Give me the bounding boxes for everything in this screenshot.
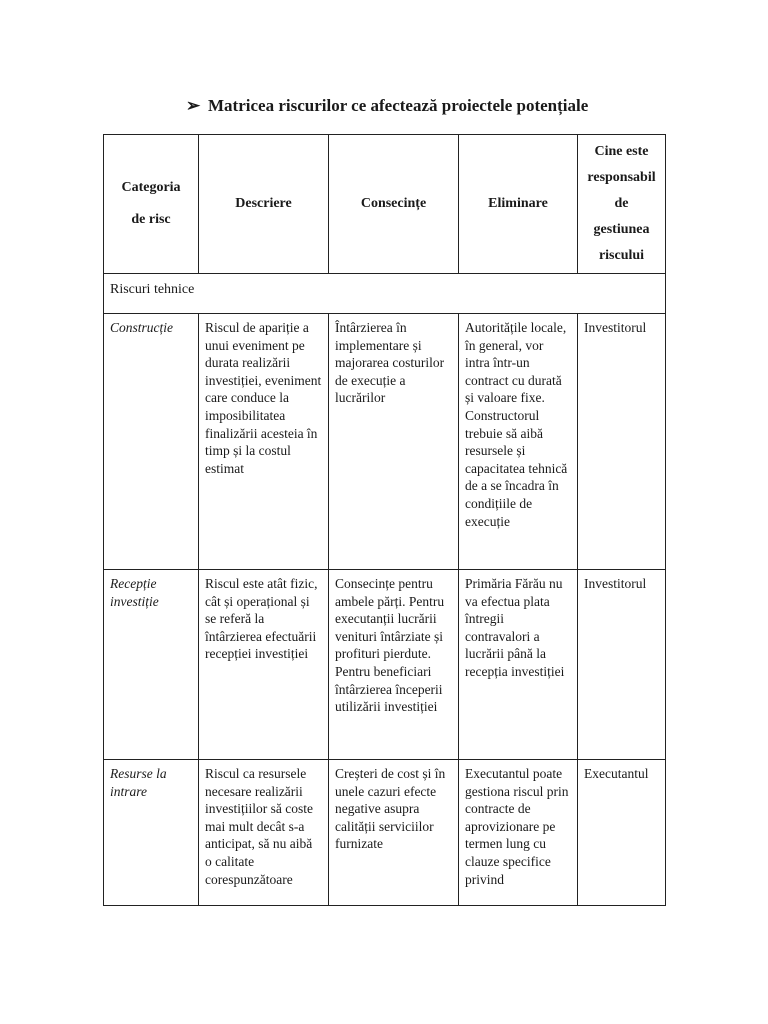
risk-matrix-table: [103, 134, 666, 906]
header-eliminare: Eliminare: [459, 135, 578, 274]
arrow-bullet-icon: ➢: [186, 96, 201, 115]
cell-descriere: Riscul ca resursele necesare realizării investițiilor să coste mai mult decât s-a anticipat, să nu aibă o calitate corespunzătoare: [199, 760, 329, 906]
section-label: Riscuri tehnice: [104, 274, 666, 314]
cell-consecinte: Creșteri de cost și în unele cazuri efecte negative asupra calității serviciilor furnizate: [329, 760, 459, 906]
cell-consecinte: Întârzierea în implementare și majorarea costurilor de execuție a lucrărilor: [329, 314, 459, 570]
title-text: Matricea riscurilor ce afectează proiectele potențiale: [208, 96, 589, 115]
cell-eliminare: Executantul poate gestiona riscul prin contracte de aprovizionare pe termen lung cu clauze specifice privind: [459, 760, 578, 906]
header-row: [104, 135, 666, 274]
cell-descriere: Riscul de apariție a unui eveniment pe durata realizării investiției, eveniment care conduce la imposibilitatea finalizării acesteia în timp și la costul estimat: [199, 314, 329, 570]
cell-categoria: Resurse la intrare: [104, 760, 199, 906]
header-descriere: Descriere: [199, 135, 329, 274]
header-responsabil: Cine este responsabil de gestiunea riscului: [578, 135, 666, 274]
header-categoria: Categoria de risc: [104, 135, 199, 274]
page-title: [186, 96, 588, 116]
header-consecinte: Consecințe: [329, 135, 459, 274]
table-row: [104, 760, 666, 906]
table-row: [104, 314, 666, 570]
cell-categoria: Construcție: [104, 314, 199, 570]
section-row: [104, 274, 666, 314]
cell-responsabil: Investitorul: [578, 314, 666, 570]
cell-categoria: Recepție investiție: [104, 570, 199, 760]
cell-eliminare: Primăria Fărău nu va efectua plata întregii contravalori a lucrării până la recepția investiției: [459, 570, 578, 760]
cell-responsabil: Executantul: [578, 760, 666, 906]
cell-eliminare: Autoritățile locale, în general, vor intra într-un contract cu durată și valoare fixe. Constructorul trebuie să aibă resursele și capacitatea tehnică de a se încadra în condițiile de execuție: [459, 314, 578, 570]
cell-consecinte: Consecințe pentru ambele părți. Pentru executanții lucrării venituri întârziate și profituri pierdute. Pentru beneficiari întârzierea începerii utilizării investiției: [329, 570, 459, 760]
cell-descriere: Riscul este atât fizic, cât și operațional și se referă la întârzierea efectuării recepției investiției: [199, 570, 329, 760]
cell-responsabil: Investitorul: [578, 570, 666, 760]
table-row: [104, 570, 666, 760]
